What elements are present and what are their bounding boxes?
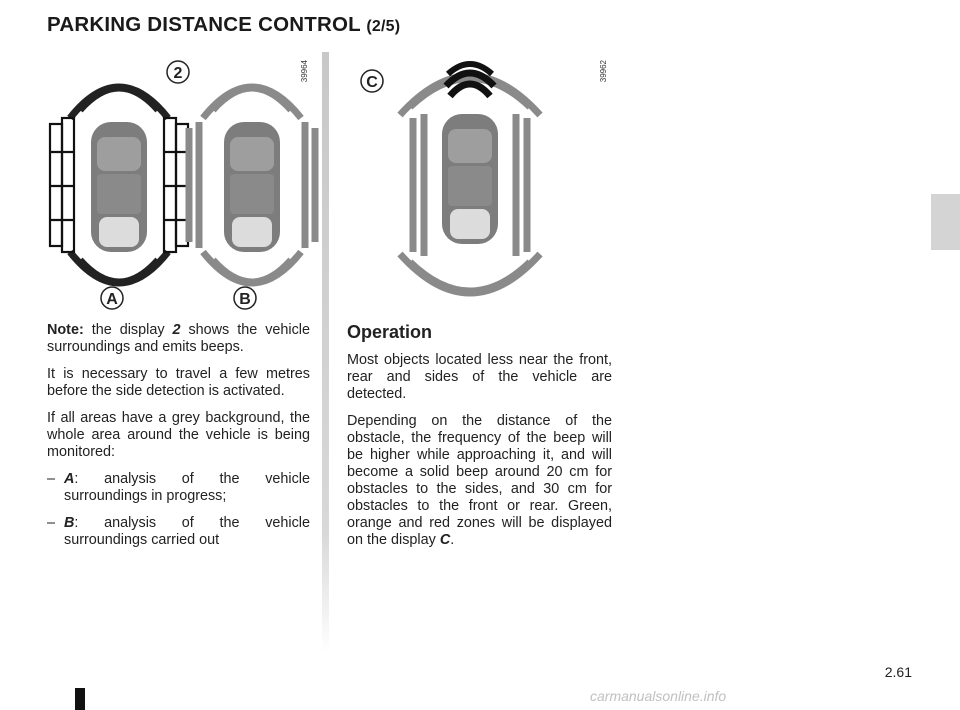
watermark: carmanualsonline.info [590, 688, 727, 704]
note-label: Note: [47, 322, 84, 338]
callout-b-label: B [239, 291, 251, 308]
note-text-post: shows the vehicle surroundings and emits beeps. [47, 322, 310, 355]
page-title [47, 13, 400, 37]
right-column [347, 322, 612, 559]
figure-ref-39962: 39962 [599, 60, 608, 83]
title-page-fraction: (2/5) [366, 18, 401, 35]
list-text-a: : analysis of the vehicle surroundings in progress; [64, 471, 310, 504]
callout-a [101, 287, 123, 309]
page-number: 2.61 [884, 664, 912, 680]
callout-2-label: 2 [173, 65, 183, 82]
list-letter-a: A [64, 471, 75, 487]
list-dash: – [47, 471, 56, 487]
side-detection-paragraph: It is necessary to travel a few metres before the side detection is activated. [47, 366, 310, 399]
car-c [442, 114, 498, 244]
note-ref: 2 [172, 322, 181, 338]
list-item-b [47, 515, 310, 549]
title-text: PARKING DISTANCE CONTROL [47, 13, 361, 36]
corner-mark [75, 688, 85, 710]
note-paragraph [47, 322, 310, 356]
left-column [47, 322, 310, 559]
section-heading-operation: Operation [347, 322, 433, 342]
callout-c-label: C [366, 74, 378, 91]
car-a [91, 122, 147, 252]
operation-text-pre: Depending on the distance of the obstacle, the frequency of the beep will be higher while approaching it, and will become a solid beep around 20 cm for obstacles to the sides, and 30 cm for obstacles to the front or rear. Green, orange and red zones will be displayed on the display [347, 413, 612, 548]
callout-c [361, 70, 383, 92]
operation-ref: C [439, 532, 451, 548]
figure-displays-a-b [45, 52, 320, 314]
figure-display-c [350, 52, 620, 314]
callout-2 [167, 61, 189, 83]
note-text-pre: the display [83, 322, 173, 338]
callout-b [234, 287, 256, 309]
operation-paragraph-1: Most objects located less near the front, rear and sides of the vehicle are detected. [347, 352, 612, 402]
grey-background-paragraph: If all areas have a grey background, the whole area around the vehicle is being monitored: [47, 410, 310, 460]
car-b [224, 122, 280, 252]
list-letter-b: B [64, 515, 75, 531]
callout-a-label: A [106, 291, 118, 308]
operation-text-post: . [450, 532, 455, 548]
list-item-a [47, 471, 310, 505]
column-divider [322, 52, 329, 652]
figure-ref-39964: 39964 [300, 60, 309, 83]
list-text-b: : analysis of the vehicle surroundings carried out [64, 515, 310, 548]
operation-paragraph-2 [347, 413, 612, 549]
chapter-tab [931, 194, 960, 250]
list-dash: – [47, 515, 56, 531]
